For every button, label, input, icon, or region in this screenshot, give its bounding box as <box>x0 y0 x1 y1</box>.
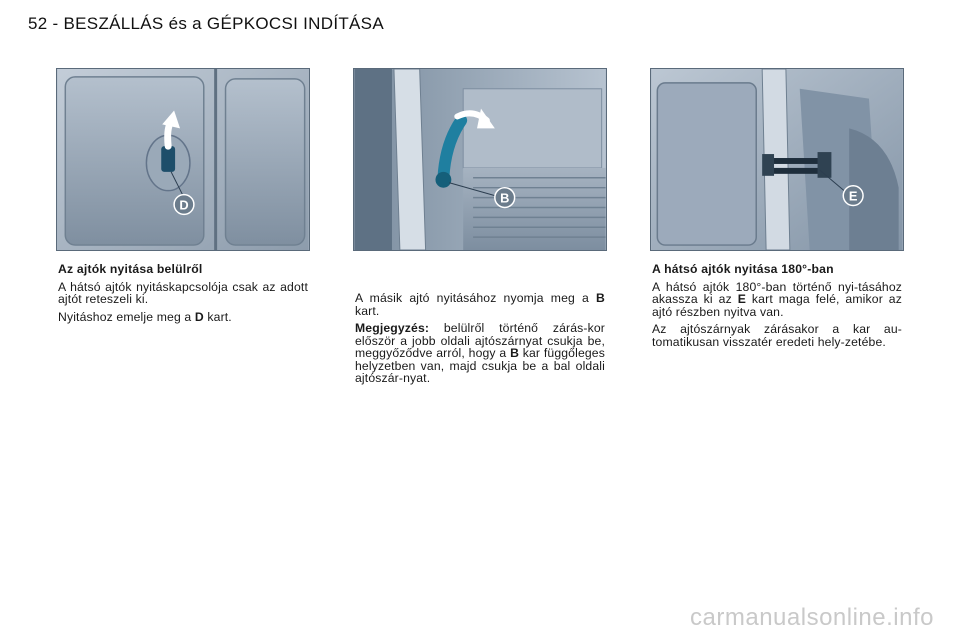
page-title: BESZÁLLÁS és a GÉPKOCSI INDÍTÁSA <box>63 14 384 33</box>
section-open-from-inside <box>58 263 308 328</box>
text-run: kar függőleges helyzetben van, majd csukja be a bal oldali ajtószár-nyat. <box>355 346 605 385</box>
lever-key-e: E <box>737 292 747 306</box>
page-number: 52 <box>28 14 48 33</box>
section-open-180 <box>652 263 902 353</box>
text-run: Nyitáshoz emelje meg a <box>58 309 195 324</box>
watermark: carmanualsonline.info <box>690 604 934 631</box>
lever-key-b: B <box>510 346 520 360</box>
header-separator: - <box>47 14 64 33</box>
note-paragraph <box>355 322 605 385</box>
figure-door-lever-b <box>353 68 607 251</box>
label-d: D <box>179 197 189 213</box>
lever-key-b: B <box>596 291 605 305</box>
figure-door-strap-e <box>650 68 904 251</box>
text-run: kart. <box>203 309 232 324</box>
text-run: kart. <box>355 303 380 318</box>
paragraph <box>355 292 605 317</box>
paragraph <box>652 281 902 319</box>
section-heading: Az ajtók nyitása belülről <box>58 262 203 276</box>
paragraph: Az ajtószárnyak zárásakor a kar au-tomatikusan visszatér eredeti hely-zetébe. <box>652 322 902 349</box>
door-strap-illustration-e <box>651 69 903 250</box>
paragraph: A hátsó ajtók nyitáskapcsolója csak az adott ajtót reteszeli ki. <box>58 279 308 306</box>
text-run: A másik ajtó nyitásához nyomja meg a <box>355 291 597 305</box>
note-label: Megjegyzés: <box>355 321 430 335</box>
door-interior-illustration-b <box>354 69 606 250</box>
text-run: kart maga felé, amikor az ajtó részben nyitva van. <box>652 292 902 319</box>
section-other-door <box>355 292 605 390</box>
door-panel-illustration-d <box>57 69 309 250</box>
section-heading: A hátsó ajtók nyitása 180°-ban <box>652 262 834 276</box>
label-e: E <box>848 188 858 204</box>
text-run: A hátsó ajtók 180°-ban történő nyi-tásához akassza ki az <box>652 279 902 306</box>
text-run: belülről történő zárás-kor először a jobb oldali ajtószárnyat csukja be, meggyőződve arról, hogy a <box>355 321 605 360</box>
label-b: B <box>500 190 510 206</box>
lever-key-d: D <box>194 309 204 324</box>
page-header <box>28 14 384 34</box>
figure-door-handle-d <box>56 68 310 251</box>
paragraph <box>58 311 308 324</box>
